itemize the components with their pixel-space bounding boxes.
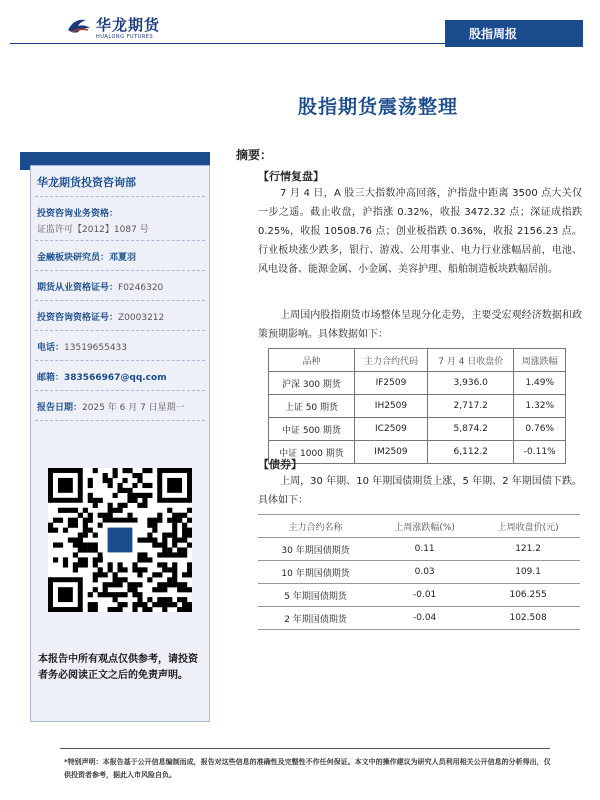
index-futures-table	[268, 348, 566, 464]
department-heading: 华龙期货投资咨询部	[37, 176, 136, 189]
divider	[35, 196, 205, 198]
divider	[35, 300, 205, 302]
divider	[35, 360, 205, 362]
report-date-label: 报告日期：	[37, 403, 83, 413]
table-cell: 上证 50 期货	[269, 395, 355, 418]
table-cell: -0.04	[373, 607, 476, 630]
table-cell: 2 年期国债期货	[258, 607, 373, 630]
divider	[35, 420, 205, 422]
table-cell: 沪深 300 期货	[269, 372, 355, 395]
futures-cert-row	[37, 280, 163, 293]
advisory-cert-label: 投资咨询资格证号：	[37, 313, 119, 323]
table-header-cell: 7 月 4 日收盘价	[428, 349, 514, 372]
table-header-cell: 上周涨跌幅(%)	[373, 515, 476, 538]
report-type-label: 股指周报	[468, 27, 517, 41]
phone-row	[37, 340, 127, 353]
brand-name-en: HUALONG FUTURES	[96, 34, 154, 40]
report-type-tag	[445, 20, 583, 47]
bond-futures-table	[258, 514, 580, 630]
table-header-cell: 品种	[269, 349, 355, 372]
table-cell: 1.32%	[514, 395, 566, 418]
table-cell: IM2509	[354, 441, 427, 464]
table-header-cell: 周涨跌幅	[514, 349, 566, 372]
table-cell: 0.03	[373, 561, 476, 584]
table-header-cell: 上周收盘价(元)	[476, 515, 580, 538]
email-link[interactable]: 383566967@qq.com	[64, 373, 167, 383]
table-cell: 0.76%	[514, 418, 566, 441]
qr-code-icon	[48, 468, 192, 612]
brand-name: 华龙期货	[96, 16, 161, 34]
table-cell: 10 年期国债期货	[258, 561, 373, 584]
table-cell: 中证 1000 期货	[269, 441, 355, 464]
advisory-cert-row	[37, 310, 164, 323]
sidebar-disclaimer: 本报告中所有观点仅供参考，请投资者务必阅读正文之后的免责声明。	[38, 654, 198, 681]
table-cell: 1.49%	[514, 372, 566, 395]
footer-rule	[60, 748, 550, 749]
divider	[35, 240, 205, 242]
divider	[35, 270, 205, 272]
table-cell: 0.11	[373, 538, 476, 561]
divider	[35, 390, 205, 392]
summary-label: 摘要：	[236, 148, 273, 162]
market-review-paragraph	[258, 184, 582, 279]
researcher-label: 金融板块研究员：	[37, 253, 110, 263]
email-label: 邮箱：	[37, 373, 65, 383]
header-rule	[10, 43, 445, 44]
table-cell: 2,717.2	[428, 395, 514, 418]
report-title: 股指期货震荡整理	[297, 96, 458, 118]
phone-value: 13519655433	[64, 343, 128, 353]
researcher-row	[37, 250, 136, 263]
bond-paragraph	[258, 472, 582, 510]
table-cell: -0.11%	[514, 441, 566, 464]
table-cell: 5 年期国债期货	[258, 584, 373, 607]
futures-intro-text: 上周国内股指期货市场整体呈现分化走势，主要受宏观经济数据和政策预期影响。具体数据如下：	[258, 310, 582, 340]
table-cell: 6,112.2	[428, 441, 514, 464]
table-cell: IF2509	[354, 372, 427, 395]
table-cell: 3,936.0	[428, 372, 514, 395]
market-review-text: 7 月 4 日，A 股三大指数冲高回落，沪指盘中距离 3500 点大关仅一步之遥。截止收盘，沪指涨 0.32%，收报 3472.32 点；深证成指跌 0.25%，收报 10508.76 点；创业板指跌 0.36%，收报 2156.23 点。行业板块涨少跌多，银行、游戏、公用事业、电力行业涨幅居前，电池、风电设备、能源金属、小金属、美容护理、船舶制造板块跌幅居前。	[258, 188, 582, 275]
table-cell: 30 年期国债期货	[258, 538, 373, 561]
table-cell: 106.255	[476, 584, 580, 607]
dragon-logo-icon	[66, 16, 92, 36]
table-row	[269, 395, 566, 418]
table-cell: 5,874.2	[428, 418, 514, 441]
researcher-name: 邓夏羽	[109, 253, 137, 263]
table-cell: -0.01	[373, 584, 476, 607]
email-row	[37, 370, 167, 383]
table-row	[269, 441, 566, 464]
advisory-cert-value: Z0003212	[118, 313, 165, 323]
table-row	[258, 607, 580, 630]
divider	[35, 330, 205, 332]
qualification-value: 证监许可【2012】1087 号	[37, 225, 149, 235]
table-row	[258, 561, 580, 584]
table-cell: 121.2	[476, 538, 580, 561]
qualification-label: 投资咨询业务资格：	[37, 209, 119, 219]
table-cell: IC2509	[354, 418, 427, 441]
phone-label: 电话：	[37, 343, 65, 353]
market-review-heading: 【行情复盘】	[258, 170, 324, 183]
table-header-cell: 主力合约代码	[354, 349, 427, 372]
table-row	[258, 584, 580, 607]
table-header-row	[269, 349, 566, 372]
futures-cert-value: F0246320	[118, 283, 164, 293]
table-cell: IH2509	[354, 395, 427, 418]
table-cell: 102.508	[476, 607, 580, 630]
sidebar-panel	[30, 165, 210, 722]
table-cell: 中证 500 期货	[269, 418, 355, 441]
table-cell: 109.1	[476, 561, 580, 584]
report-date-row	[37, 400, 185, 413]
futures-intro-paragraph	[258, 306, 582, 344]
table-row	[269, 372, 566, 395]
futures-cert-label: 期货从业资格证号：	[37, 283, 119, 293]
table-header-row	[258, 515, 580, 538]
table-row	[258, 538, 580, 561]
special-disclaimer: *特别声明：本报告基于公开信息编制而成，报告对这些信息的准确性及完整性不作任何保证。本文中的操作建议为研究人员利用相关公开信息的分析得出，仅供投资者参考，据此入市风险自负。	[64, 758, 551, 779]
table-header-cell: 主力合约名称	[258, 515, 373, 538]
bond-heading: 【债券】	[258, 458, 302, 471]
report-date-value: 2025 年 6 月 7 日星期一	[82, 403, 185, 413]
table-row	[269, 418, 566, 441]
qr-code	[48, 468, 192, 612]
bond-text: 上周，30 年期、10 年期国债期货上涨，5 年期、2 年期国债下跌。具体如下：	[258, 476, 582, 506]
